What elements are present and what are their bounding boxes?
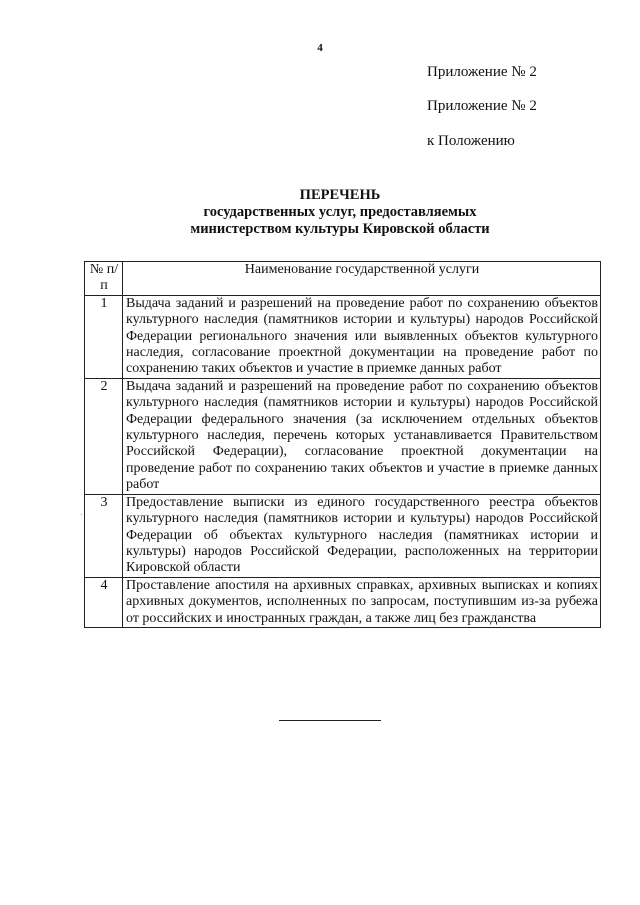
table-row: [85, 295, 601, 378]
table-header-row: [85, 262, 601, 296]
appendix-reference: к Положению: [427, 133, 515, 149]
table-row: [85, 494, 601, 577]
row-number: 3: [85, 494, 123, 577]
header-number: № п/п: [85, 262, 123, 296]
table-row: [85, 378, 601, 494]
row-service-name: Выдача заданий и разрешений на проведение работ по сохранению объектов культурного наследия (памятников истории и культуры) народов Российской Федерации федерального значения (за исключением отдельных объектов культурного наследия, перечень которых устанавливается Правительством Российской Федерации), согласование проектной документации на проведение работ по сохранению таких объектов и участие в приемке данных работ: [123, 378, 601, 494]
scan-speck: [81, 514, 82, 515]
appendix-label: Приложение № 2: [427, 64, 537, 80]
services-table: [84, 261, 601, 628]
title-heading: ПЕРЕЧЕНЬ: [299, 187, 381, 203]
closing-divider: [279, 720, 381, 721]
title-subtitle-1: государственных услуг, предоставляемых: [203, 204, 477, 220]
row-number: 2: [85, 378, 123, 494]
row-service-name: Выдача заданий и разрешений на проведение работ по сохранению объектов культурного наследия (памятников истории и культуры) народов Российской Федерации регионального значения или выявленных объектов культурного наследия, согласование проектной документации на проведение работ по сохранению таких объектов и участие в приемке данных работ: [123, 295, 601, 378]
title-subtitle-2: министерством культуры Кировской области: [190, 221, 490, 237]
table-row: [85, 577, 601, 627]
row-number: 1: [85, 295, 123, 378]
appendix-label-repeat: Приложение № 2: [427, 98, 537, 114]
row-service-name: Предоставление выписки из единого государственного реестра объектов культурного наследия (памятников истории и культуры) народов Российской Федерации об объектах культурного наследия (памятниках истории и культуры) народов Российской Федерации, расположенных на территории Кировской области: [123, 494, 601, 577]
header-service-name: Наименование государственной услуги: [123, 262, 601, 296]
row-service-name: Проставление апостиля на архивных справках, архивных выписках и копиях архивных документов, исполненных по запросам, поступившим из-за рубежа от российских и иностранных граждан, а также лиц без гражданства: [123, 577, 601, 627]
document-title: [0, 187, 640, 238]
page-number: 4: [317, 42, 323, 54]
row-number: 4: [85, 577, 123, 627]
